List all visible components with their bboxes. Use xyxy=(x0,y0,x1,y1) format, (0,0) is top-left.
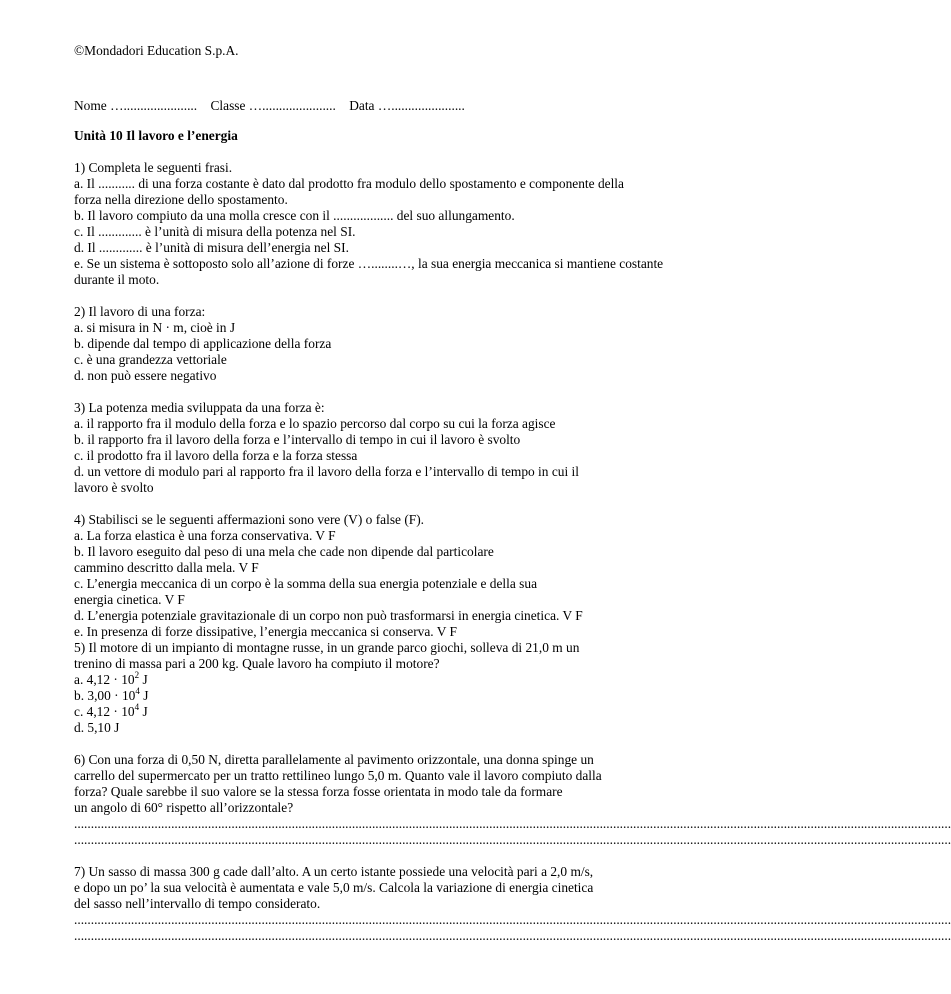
question-6-prompt-cont-1: carrello del supermercato per un tratto rettilineo lungo 5,0 m. Quanto vale il lavoro compiuto dalla xyxy=(74,768,602,783)
question-4-statement-a: a. La forza elastica è una forza conservativa. V F xyxy=(74,528,336,543)
name-field-label: Nome …...................... xyxy=(74,98,198,113)
question-1-item-c: c. Il ............. è l’unità di misura della potenza nel SI. xyxy=(74,224,356,239)
question-5-prompt: 5) Il motore di un impianto di montagne russe, in un grande parco giochi, solleva di 21,0 m un xyxy=(74,640,580,655)
question-1-item-a-cont: forza nella direzione dello spostamento. xyxy=(74,192,288,207)
question-3-prompt: 3) La potenza media sviluppata da una forza è: xyxy=(74,400,325,415)
question-1-item-a: a. Il ........... di una forza costante è dato dal prodotto fra modulo dello spostamento e componente della xyxy=(74,176,624,191)
question-2-option-a: a. si misura in N · m, cioè in J xyxy=(74,320,236,335)
question-3-option-d-cont: lavoro è svolto xyxy=(74,480,154,495)
question-5-option-b: b. $3,00 \cdot 10^4$ J xyxy=(74,685,149,703)
question-7-answer-line-1[interactable]: ...................................................................................................................................................................................................................................................................... xyxy=(74,912,951,927)
question-4-statement-b: b. Il lavoro eseguito dal peso di una mela che cade non dipende dal particolare xyxy=(74,544,494,559)
question-4-prompt: 4) Stabilisci se le seguenti affermazioni sono vere (V) o false (F). xyxy=(74,512,425,527)
question-6 xyxy=(74,752,951,848)
question-4-statement-c-cont: energia cinetica. V F xyxy=(74,592,185,607)
question-6-prompt-cont-3: un angolo di 60° rispetto all’orizzontale? xyxy=(74,800,294,815)
question-2 xyxy=(74,304,704,384)
question-7-prompt-cont-2: del sasso nell’intervallo di tempo considerato. xyxy=(74,896,321,911)
question-3-option-a: a. il rapporto fra il modulo della forza e lo spazio percorso dal corpo su cui la forza agisce xyxy=(74,416,556,431)
copyright-notice: ©Mondadori Education S.p.A. xyxy=(74,43,239,58)
question-5 xyxy=(74,640,704,736)
question-3-option-c: c. il prodotto fra il lavoro della forza e la forza stessa xyxy=(74,448,358,463)
question-4-statement-c: c. L’energia meccanica di un corpo è la somma della sua energia potenziale e della sua xyxy=(74,576,538,591)
question-3-option-d: d. un vettore di modulo pari al rapporto fra il lavoro della forza e l’intervallo di tempo in cui il xyxy=(74,464,579,479)
question-2-option-d: d. non può essere negativo xyxy=(74,368,217,383)
question-5-prompt-cont: trenino di massa pari a 200 kg. Quale lavoro ha compiuto il motore? xyxy=(74,656,440,671)
question-6-prompt-cont-2: forza? Quale sarebbe il suo valore se la stessa forza fosse orientata in modo tale da formare xyxy=(74,784,563,799)
question-1-item-b: b. Il lavoro compiuto da una molla cresce con il .................. del suo allungamento. xyxy=(74,208,515,223)
question-4-statement-b-cont: cammino descritto dalla mela. V F xyxy=(74,560,259,575)
question-7-prompt: 7) Un sasso di massa 300 g cade dall’alto. A un certo istante possiede una velocità pari a 2,0 m/s, xyxy=(74,864,594,879)
question-1-item-d: d. Il ............. è l’unità di misura dell’energia nel SI. xyxy=(74,240,349,255)
date-field-label: Data …...................... xyxy=(349,98,465,113)
class-field-label: Classe …...................... xyxy=(210,98,336,113)
question-7-prompt-cont-1: e dopo un po’ la sua velocità è aumentata e vale 5,0 m/s. Calcola la variazione di energia cinetica xyxy=(74,880,594,895)
question-6-answer-line-1[interactable]: ...................................................................................................................................................................................................................................................................... xyxy=(74,816,951,831)
question-1 xyxy=(74,160,704,288)
question-4 xyxy=(74,512,704,640)
student-info-header xyxy=(74,98,475,114)
question-5-option-a: a. $4,12 \cdot 10^2$ J xyxy=(74,669,148,687)
question-6-answer-line-2[interactable]: ...................................................................................................................................................................................................................................................................... xyxy=(74,832,951,847)
question-1-item-e-cont: durante il moto. xyxy=(74,272,160,287)
question-3-option-b: b. il rapporto fra il lavoro della forza e l’intervallo di tempo in cui il lavoro è svolto xyxy=(74,432,521,447)
question-5-option-d: d. 5,10 J xyxy=(74,720,120,735)
question-7-answer-line-2[interactable]: ...................................................................................................................................................................................................................................................................... xyxy=(74,928,951,943)
question-4-statement-d: d. L’energia potenziale gravitazionale di un corpo non può trasformarsi in energia cinetica. V F xyxy=(74,608,583,623)
question-5-option-c: c. $4,12 \cdot 10^4$ J xyxy=(74,701,148,719)
unit-title: Unità 10 Il lavoro e l’energia xyxy=(74,128,238,143)
question-1-item-e: e. Se un sistema è sottoposto solo all’azione di forze …........…, la sua energia meccanica si mantiene costante xyxy=(74,256,664,271)
question-7 xyxy=(74,864,951,944)
question-3 xyxy=(74,400,704,496)
question-4-statement-e: e. In presenza di forze dissipative, l’energia meccanica si conserva. V F xyxy=(74,624,457,639)
question-2-option-c: c. è una grandezza vettoriale xyxy=(74,352,227,367)
question-6-prompt: 6) Con una forza di 0,50 N, diretta parallelamente al pavimento orizzontale, una donna spinge un xyxy=(74,752,594,767)
question-1-prompt: 1) Completa le seguenti frasi. xyxy=(74,160,233,175)
question-2-prompt: 2) Il lavoro di una forza: xyxy=(74,304,206,319)
question-2-option-b: b. dipende dal tempo di applicazione della forza xyxy=(74,336,332,351)
